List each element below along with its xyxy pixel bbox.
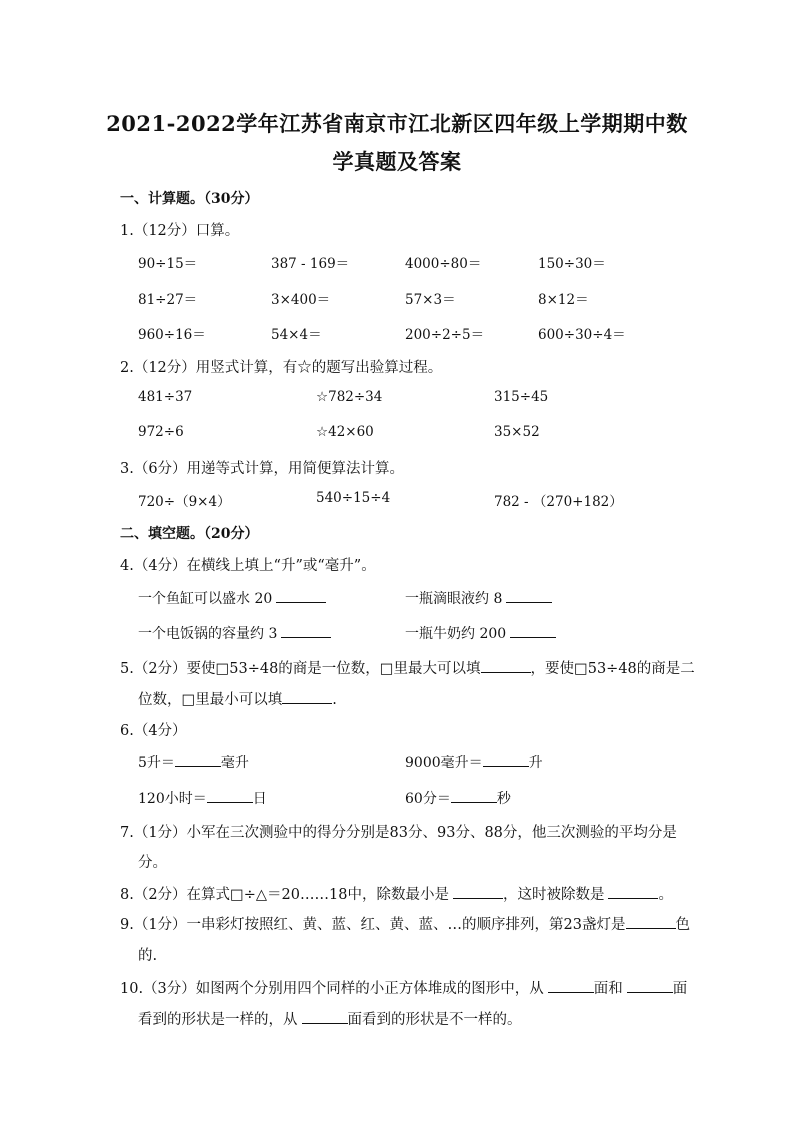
q6-item: 60分＝ 秒 (405, 788, 511, 808)
q1-item: 54×4＝ (271, 327, 322, 343)
q7-line-1: 7.（1分）小军在三次测验中的得分分别是83分、93分、88分，他三次测验的平均分是 (120, 825, 677, 841)
answer-blank[interactable] (207, 788, 253, 803)
answer-blank[interactable] (626, 914, 676, 929)
q2-item: 35×52 (494, 424, 540, 440)
q3-item: 720÷（9×4） (138, 494, 231, 510)
q3-item: 782 - （270+182） (494, 494, 623, 510)
q2-item: 315÷45 (494, 389, 549, 405)
answer-blank[interactable] (510, 623, 556, 638)
q4-stem: 4.（4分）在横线上填上“升”或“毫升”。 (120, 558, 376, 574)
section-heading-fill: 二、填空题。（20分） (120, 526, 259, 542)
q1-item: 600÷30÷4＝ (538, 327, 626, 343)
q6-item: 120小时＝ 日 (138, 788, 267, 808)
q4-item: 一个电饭锅的容量约 3 (138, 623, 331, 643)
q10-line-1: 10.（3分）如图两个分别用四个同样的小正方体堆成的图形中，从 面和 面 (120, 977, 687, 998)
q4-item: 一个鱼缸可以盛水 20 (138, 588, 326, 608)
q5-line-1: 5.（2分）要使□53÷48的商是一位数，□里最大可以填 ，要使□53÷48的商是二 (120, 657, 695, 678)
q1-item: 8×12＝ (538, 292, 589, 308)
q2-item: 481÷37 (138, 389, 193, 405)
answer-blank[interactable] (483, 752, 529, 767)
q6-stem: 6.（4分） (120, 723, 187, 739)
q1-item: 3×400＝ (271, 292, 331, 308)
answer-blank[interactable] (302, 1009, 348, 1024)
q2-item: 972÷6 (138, 424, 184, 440)
q4-item: 一瓶牛奶约 200 (405, 623, 556, 643)
q6-item: 9000毫升＝ 升 (405, 752, 543, 772)
q1-item: 150÷30＝ (538, 256, 606, 272)
q1-item: 387 - 169＝ (271, 256, 350, 272)
q2-item: ☆782÷34 (316, 389, 383, 405)
q4-item: 一瓶滴眼液约 8 (405, 588, 552, 608)
q1-item: 4000÷80＝ (405, 256, 482, 272)
answer-blank[interactable] (481, 658, 531, 673)
q7-line-2: 分。 (138, 855, 167, 871)
q5-line-2: 位数，□里最小可以填 . (138, 688, 337, 709)
answer-blank[interactable] (627, 978, 673, 993)
answer-blank[interactable] (453, 884, 503, 899)
q6-item: 5升＝ 毫升 (138, 752, 249, 772)
title-line-1: 2021-2022学年江苏省南京市江北新区四年级上学期期中数 (106, 111, 688, 136)
answer-blank[interactable] (175, 752, 221, 767)
q8-line: 8.（2分）在算式□÷△＝20……18中，除数最小是 ，这时被除数是 。 (120, 883, 673, 904)
answer-blank[interactable] (281, 623, 331, 638)
q1-item: 200÷2÷5＝ (405, 327, 485, 343)
answer-blank[interactable] (548, 978, 594, 993)
answer-blank[interactable] (276, 588, 326, 603)
q2-item: ☆42×60 (316, 424, 374, 440)
q10-line-2: 看到的形状是一样的，从 面看到的形状是不一样的。 (138, 1008, 522, 1029)
answer-blank[interactable] (282, 689, 332, 704)
q3-stem: 3.（6分）用递等式计算，用简便算法计算。 (120, 461, 405, 477)
q3-item: 540÷15÷4 (316, 490, 391, 506)
answer-blank[interactable] (451, 788, 497, 803)
q1-item: 81÷27＝ (138, 292, 198, 308)
q9-line-1: 9.（1分）一串彩灯按照红、黄、蓝、红、黄、蓝、…的顺序排列，第23盏灯是 色 (120, 913, 690, 934)
q9-line-2: 的. (138, 948, 158, 964)
title-line-2: 学真题及答案 (332, 149, 462, 174)
q1-item: 57×3＝ (405, 292, 456, 308)
q1-stem: 1.（12分）口算。 (120, 223, 240, 239)
q1-item: 960÷16＝ (138, 327, 206, 343)
q1-item: 90÷15＝ (138, 256, 198, 272)
q2-stem: 2.（12分）用竖式计算，有☆的题写出验算过程。 (120, 360, 443, 376)
answer-blank[interactable] (506, 588, 552, 603)
answer-blank[interactable] (608, 884, 658, 899)
section-heading-calc: 一、计算题。（30分） (120, 191, 259, 207)
